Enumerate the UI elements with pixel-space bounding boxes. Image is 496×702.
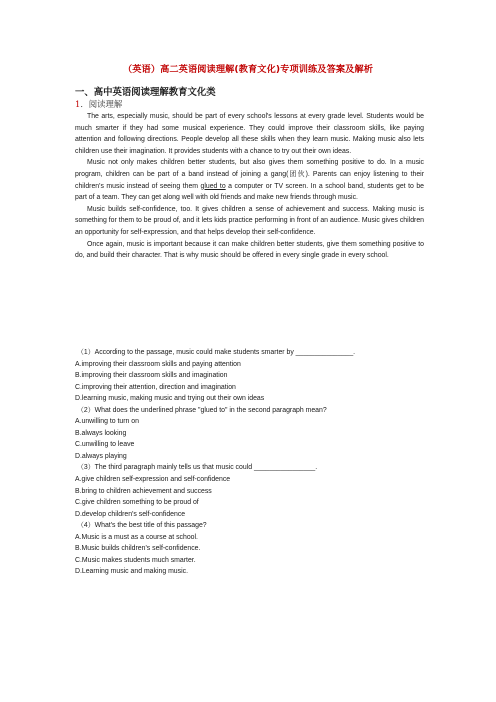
question-3-option-d[interactable]: D.develop children's self-confidence <box>75 510 186 518</box>
passage-paragraph-4: Once again, music is important because it can make children better students, give them something positive to do, and build their character. That is why music should be offered in every single grade in every school. <box>75 240 424 260</box>
question-4-option-d[interactable]: D.Learning music and making music. <box>75 568 188 576</box>
question-4-option-c[interactable]: C.Music makes students much smarter. <box>75 556 196 564</box>
document-title: （英语）高二英语阅读理解(教育文化)专项训练及答案及解析 <box>122 64 374 75</box>
question-type: 阅读理解 <box>88 99 123 109</box>
question-1-option-d[interactable]: D.learning music, making music and trying out their own ideas <box>75 395 265 403</box>
question-number-dot: ． <box>80 99 89 109</box>
question-number: 1 <box>75 99 81 109</box>
question-list <box>75 347 424 578</box>
question-3-option-b[interactable]: B.bring to children achievement and success <box>75 487 212 495</box>
question-4-option-a[interactable]: A.Music is a must as a course at school. <box>75 533 198 541</box>
question-header <box>75 98 122 110</box>
question-stem-3: （3）The third paragraph mainly tells us that music could ________________. <box>77 464 318 472</box>
passage-paragraph-1: The arts, especially music, should be part of every school's lessons at every grade level. Students would be much smarter if they had some musical experience. They could improve their classroom skills, like paying attention and following directions. People develop all these skills when they learn music. Making music also lets children use their imagination. It provides students with a chance to try out their own ideas. <box>75 113 424 155</box>
question-stem-4: （4）What's the best title of this passage? <box>77 522 207 530</box>
passage-paragraph-2-start: Music not only makes children better students, but also gives them something positive to do. In a music program, children can be part of a band instead of joining a gang(团伙). Parents can enjoy listening to their children's music instead of seeing them <box>75 159 424 190</box>
question-2-option-b[interactable]: B.always looking <box>75 429 127 437</box>
question-4-option-b[interactable]: B.Music builds children's self-confidence. <box>75 545 201 553</box>
passage-paragraph-3: Music builds self-confidence, too. It gives children a sense of achievement and success. Making music is something for them to be proud of, and it lets kids practice performing in front of an audience. Music gives children an opportunity for self-expression, and that helps develop their self-confidence. <box>75 205 424 236</box>
question-1-option-b[interactable]: B.improving their classroom skills and imagination <box>75 372 228 380</box>
question-3-option-c[interactable]: C.give children something to be proud of <box>75 499 199 507</box>
question-1-option-c[interactable]: C.improving their attention, direction and imagination <box>75 383 236 391</box>
question-stem-2: （2）What does the underlined phrase "glued to" in the second paragraph mean? <box>77 406 327 414</box>
section-heading: 一、高中英语阅读理解教育文化类 <box>75 87 216 98</box>
passage-paragraph-2-end: a computer or TV screen. In a school band, students get to be part of a team. They can get along well with old friends and make new friends through music. <box>75 182 424 202</box>
question-1-option-a[interactable]: A.improving their classroom skills and paying attention <box>75 360 241 368</box>
question-2-option-c[interactable]: C.unwilling to leave <box>75 441 135 449</box>
question-stem-1: （1）According to the passage, music could make students smarter by _______________. <box>77 349 356 356</box>
question-2-option-a[interactable]: A.unwilling to turn on <box>75 418 139 426</box>
passage-paragraph-2 <box>75 157 424 203</box>
underlined-phrase: glued to <box>200 182 226 190</box>
question-3-option-a[interactable]: A.give children self-expression and self-confidence <box>75 476 231 484</box>
reading-passage <box>75 111 424 262</box>
question-2-option-d[interactable]: D.always playing <box>75 452 127 460</box>
